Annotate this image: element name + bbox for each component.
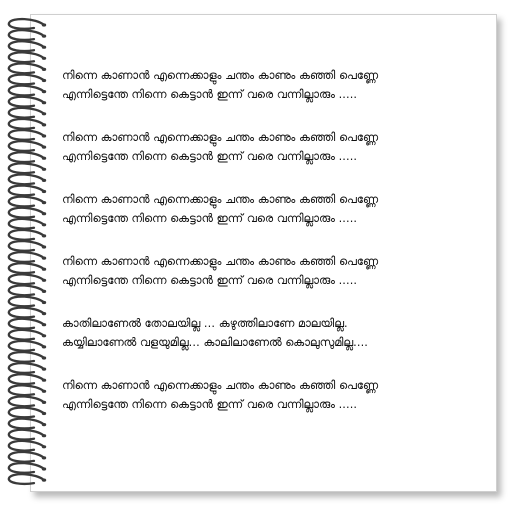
- spiral-ring-icon: [9, 52, 46, 62]
- spiral-ring-icon: [9, 19, 46, 29]
- lyrics-stanza: [62, 252, 492, 290]
- spiral-ring-icon: [9, 30, 46, 40]
- spiral-ring-icon: [9, 63, 46, 73]
- spiral-ring-icon: [9, 408, 46, 418]
- spiral-ring-icon: [9, 108, 46, 118]
- spiral-ring-icon: [9, 41, 46, 51]
- spiral-ring-icon: [9, 75, 46, 85]
- spiral-ring-icon: [9, 330, 46, 340]
- lyrics-stanza: [62, 376, 492, 414]
- lyrics-stanza: [62, 128, 492, 166]
- spiral-binding-icon: [0, 14, 60, 490]
- spiral-ring-icon: [9, 174, 46, 184]
- lyrics-line: എന്നിട്ടെന്തേ നിന്നെ കെട്ടാൻ ഇന്ന് വരെ വന്നില്ലാരും .....: [62, 212, 358, 225]
- lyrics-line: കാതിലാണേൽ തോലയില്ല ... കഴുത്തിലാണേ മാലയില്ല.: [62, 317, 348, 330]
- spiral-ring-icon: [9, 396, 46, 406]
- spiral-ring-icon: [9, 319, 46, 329]
- lyrics-line: നിന്നെ കാണാൻ എന്നെക്കാളും ചന്തം കാണും കഞ്ഞി പെണ്ണേ: [62, 193, 378, 206]
- lyrics-body: [62, 66, 492, 414]
- spiral-ring-icon: [9, 352, 46, 362]
- spiral-ring-icon: [9, 419, 46, 429]
- spiral-ring-icon: [9, 463, 46, 473]
- spiral-ring-icon: [9, 474, 46, 484]
- spiral-ring-icon: [9, 141, 46, 151]
- spiral-ring-icon: [9, 208, 46, 218]
- lyrics-line: നിന്നെ കാണാൻ എന്നെക്കാളും ചന്തം കാണും കഞ്ഞി പെണ്ണേ: [62, 379, 378, 392]
- spiral-ring-icon: [9, 152, 46, 162]
- spiral-ring-icon: [9, 163, 46, 173]
- spiral-ring-icon: [9, 285, 46, 295]
- lyrics-line: നിന്നെ കാണാൻ എന്നെക്കാളും ചന്തം കാണും കഞ്ഞി പെണ്ണേ: [62, 131, 378, 144]
- spiral-ring-icon: [9, 341, 46, 351]
- spiral-ring-icon: [9, 385, 46, 395]
- spiral-ring-icon: [9, 241, 46, 251]
- spiral-ring-icon: [9, 297, 46, 307]
- lyrics-stanza: [62, 190, 492, 228]
- lyrics-line: എന്നിട്ടെന്തേ നിന്നെ കെട്ടാൻ ഇന്ന് വരെ വന്നില്ലാരും .....: [62, 88, 358, 101]
- spiral-ring-icon: [9, 452, 46, 462]
- spiral-ring-icon: [9, 274, 46, 284]
- spiral-ring-icon: [9, 86, 46, 96]
- spiral-ring-icon: [9, 263, 46, 273]
- lyrics-line: നിന്നെ കാണാൻ എന്നെക്കാളും ചന്തം കാണും കഞ്ഞി പെണ്ണേ: [62, 255, 378, 268]
- spiral-ring-icon: [9, 441, 46, 451]
- lyrics-line: എന്നിട്ടെന്തേ നിന്നെ കെട്ടാൻ ഇന്ന് വരെ വന്നില്ലാരും .....: [62, 398, 358, 411]
- spiral-ring-icon: [9, 186, 46, 196]
- lyrics-line: കയ്യിലാണേൽ വളയുമില്ല... കാലിലാണേൽ കൊലുസുമില്ല....: [62, 336, 368, 349]
- spiral-ring-icon: [9, 308, 46, 318]
- spiral-ring-icon: [9, 363, 46, 373]
- spiral-ring-icon: [9, 374, 46, 384]
- spiral-ring-icon: [9, 130, 46, 140]
- lyrics-line: നിന്നെ കാണാൻ എന്നെക്കാളും ചന്തം കാണും കഞ്ഞി പെണ്ണേ: [62, 69, 378, 82]
- lyrics-stanza: [62, 66, 492, 104]
- lyrics-line: എന്നിട്ടെന്തേ നിന്നെ കെട്ടാൻ ഇന്ന് വരെ വന്നില്ലാരും .....: [62, 150, 358, 163]
- spiral-ring-icon: [9, 219, 46, 229]
- lyrics-stanza: [62, 314, 492, 352]
- spiral-ring-icon: [9, 230, 46, 240]
- spiral-ring-icon: [9, 197, 46, 207]
- spiral-ring-icon: [9, 252, 46, 262]
- spiral-ring-icon: [9, 119, 46, 129]
- lyrics-line: എന്നിട്ടെന്തേ നിന്നെ കെട്ടാൻ ഇന്ന് വരെ വന്നില്ലാരും .....: [62, 274, 358, 287]
- spiral-ring-icon: [9, 430, 46, 440]
- spiral-ring-icon: [9, 97, 46, 107]
